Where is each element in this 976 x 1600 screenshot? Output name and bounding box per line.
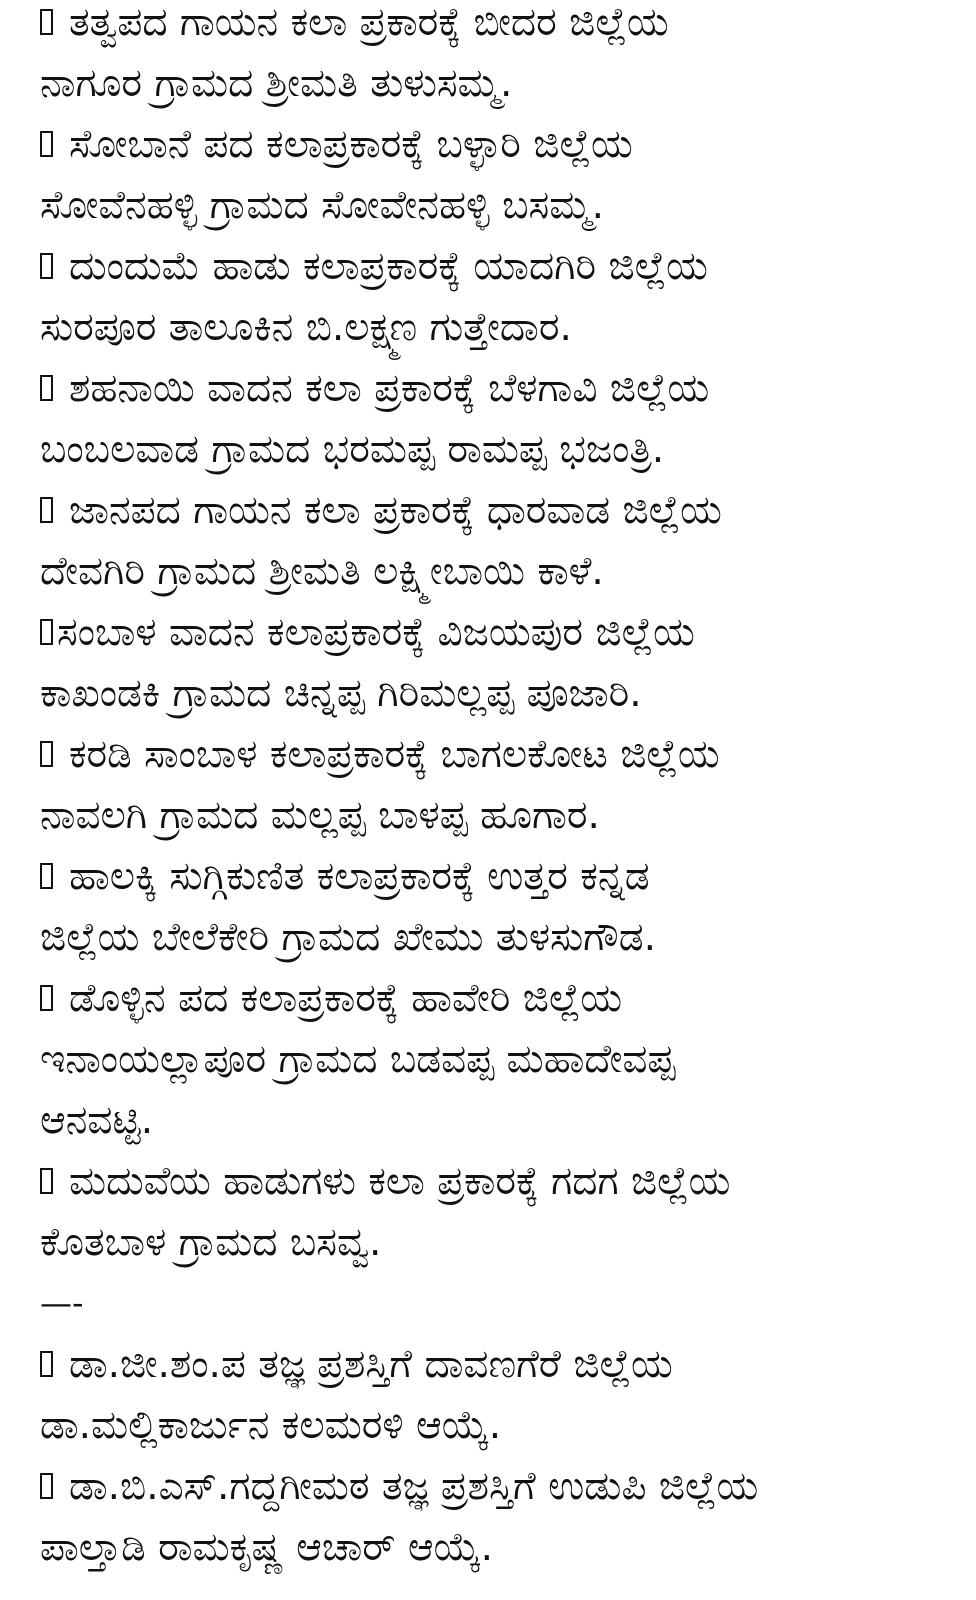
line-text: ಸಂಬಾಳ ವಾದನ ಕಲಾಪ್ರಕಾರಕ್ಕೆ ವಿಜಯಪುರ ಜಿಲ್ಲೆಯ xyxy=(57,610,695,655)
list-item xyxy=(40,1151,960,1212)
list-item xyxy=(40,358,960,419)
list-item-continuation xyxy=(40,785,960,846)
list-item xyxy=(40,0,960,53)
list-item-continuation xyxy=(40,1029,960,1090)
list-item xyxy=(40,846,960,907)
missing-glyph-bullet-icon xyxy=(40,1351,53,1377)
missing-glyph-bullet-icon xyxy=(40,1473,53,1499)
list-item xyxy=(40,114,960,175)
line-text: ಪಾಲ್ತಾಡಿ ರಾಮಕೃಷ್ಣ ಆಚಾರ್ ಆಯ್ಕೆ. xyxy=(40,1525,494,1570)
missing-glyph-bullet-icon xyxy=(40,985,53,1011)
line-text: ನಾಗೂರ ಗ್ರಾಮದ ಶ್ರೀಮತಿ ತುಳುಸಮ್ಮ. xyxy=(40,61,513,106)
missing-glyph-bullet-icon xyxy=(40,253,53,279)
line-text: ನಾವಲಗಿ ಗ್ರಾಮದ ಮಲ್ಲಪ್ಪ ಬಾಳಪ್ಪ ಹೂಗಾರ. xyxy=(40,793,600,838)
document-body xyxy=(40,0,960,1578)
list-item-continuation xyxy=(40,1212,960,1273)
line-text: ಜಿಲ್ಲೆಯ ಬೇಲೆಕೇರಿ ಗ್ರಾಮದ ಖೇಮು ತುಳಸುಗೌಡ. xyxy=(40,915,656,960)
line-text: ಇನಾಂಯಲ್ಲಾಪೂರ ಗ್ರಾಮದ ಬಡವಪ್ಪ ಮಹಾದೇವಪ್ಪ xyxy=(40,1037,676,1082)
list-item xyxy=(40,1334,960,1395)
list-item-continuation xyxy=(40,663,960,724)
line-text: ಕರಡಿ ಸಾಂಬಾಳ ಕಲಾಪ್ರಕಾರಕ್ಕೆ ಬಾಗಲಕೋಟ ಜಿಲ್ಲೆಯ xyxy=(69,732,720,777)
missing-glyph-bullet-icon xyxy=(40,131,53,157)
line-text: ಹಾಲಕ್ಕಿ ಸುಗ್ಗಿಕುಣಿತ ಕಲಾಪ್ರಕಾರಕ್ಕೆ ಉತ್ತರ ಕನ್ನಡ xyxy=(69,854,650,899)
missing-glyph-bullet-icon xyxy=(40,741,53,767)
list-item-continuation xyxy=(40,419,960,480)
line-text: ಸುರಪೂರ ತಾಲೂಕಿನ ಬಿ.ಲಕ್ಷ್ಮಣ ಗುತ್ತೇದಾರ. xyxy=(40,305,572,350)
missing-glyph-bullet-icon xyxy=(40,619,53,645)
missing-glyph-bullet-icon xyxy=(40,9,53,35)
line-text: ತತ್ವಪದ ಗಾಯನ ಕಲಾ ಪ್ರಕಾರಕ್ಕೆ ಬೀದರ ಜಿಲ್ಲೆಯ xyxy=(69,0,669,45)
list-item-continuation xyxy=(40,297,960,358)
list-item-continuation xyxy=(40,1090,960,1151)
list-item xyxy=(40,480,960,541)
line-text: ಸೋಬಾನೆ ಪದ ಕಲಾಪ್ರಕಾರಕ್ಕೆ ಬಳ್ಳಾರಿ ಜಿಲ್ಲೆಯ xyxy=(69,122,633,167)
line-text: ಶಹನಾಯಿ ವಾದನ ಕಲಾ ಪ್ರಕಾರಕ್ಕೆ ಬೆಳಗಾವಿ ಜಿಲ್ಲೆಯ xyxy=(69,366,710,411)
line-text: ಡಾ.ಬಿ.ಎಸ್.ಗದ್ದಗೀಮಠ ತಜ್ಞ ಪ್ರಶಸ್ತಿಗೆ ಉಡುಪಿ ಜಿಲ್ಲೆಯ xyxy=(69,1464,759,1509)
line-text: ಕಾಖಂಡಕಿ ಗ್ರಾಮದ ಚಿನ್ನಪ್ಪ ಗಿರಿಮಲ್ಲಪ್ಪ ಪೂಜಾರಿ. xyxy=(40,671,642,716)
line-text: ಬಂಬಲವಾಡ ಗ್ರಾಮದ ಭರಮಪ್ಪ ರಾಮಪ್ಪ ಭಜಂತ್ರಿ. xyxy=(40,427,665,472)
list-item xyxy=(40,1456,960,1517)
line-text: ಮದುವೆಯ ಹಾಡುಗಳು ಕಲಾ ಪ್ರಕಾರಕ್ಕೆ ಗದಗ ಜಿಲ್ಲೆಯ xyxy=(69,1159,731,1204)
list-item-continuation xyxy=(40,175,960,236)
line-text: ಜಾನಪದ ಗಾಯನ ಕಲಾ ಪ್ರಕಾರಕ್ಕೆ ಧಾರವಾಡ ಜಿಲ್ಲೆಯ xyxy=(69,488,722,533)
list-item-continuation xyxy=(40,907,960,968)
line-text: ಆನವಟ್ಟಿ. xyxy=(40,1098,154,1143)
missing-glyph-bullet-icon xyxy=(40,497,53,523)
line-text: ಡೊಳ್ಳಿನ ಪದ ಕಲಾಪ್ರಕಾರಕ್ಕೆ ಹಾವೇರಿ ಜಿಲ್ಲೆಯ xyxy=(69,976,623,1021)
missing-glyph-bullet-icon xyxy=(40,375,53,401)
missing-glyph-bullet-icon xyxy=(40,863,53,889)
line-text: ಸೋವೆನಹಳ್ಳಿ ಗ್ರಾಮದ ಸೋವೇನಹಳ್ಳಿ ಬಸಮ್ಮ. xyxy=(40,183,604,228)
line-text: ಡಾ.ಮಲ್ಲಿಕಾರ್ಜುನ ಕಲಮರಳಿ ಆಯ್ಕೆ. xyxy=(40,1403,502,1448)
missing-glyph-bullet-icon xyxy=(40,1168,53,1194)
list-item-continuation xyxy=(40,1395,960,1456)
separator-text: —- xyxy=(40,1284,84,1322)
list-item-continuation xyxy=(40,53,960,114)
list-item xyxy=(40,724,960,785)
line-text: ದೇವಗಿರಿ ಗ್ರಾಮದ ಶ್ರೀಮತಿ ಲಕ್ಷ್ಮೀಬಾಯಿ ಕಾಳೆ. xyxy=(40,549,604,594)
list-item-continuation xyxy=(40,1517,960,1578)
line-text: ಕೊತಬಾಳ ಗ್ರಾಮದ ಬಸವ್ವ. xyxy=(40,1220,382,1265)
list-item xyxy=(40,602,960,663)
list-item xyxy=(40,968,960,1029)
line-text: ಡಾ.ಜೀ.ಶಂ.ಪ ತಜ್ಞ ಪ್ರಶಸ್ತಿಗೆ ದಾವಣಗೆರೆ ಜಿಲ್ಲೆಯ xyxy=(69,1342,673,1387)
line-text: ದುಂದುಮೆ ಹಾಡು ಕಲಾಪ್ರಕಾರಕ್ಕೆ ಯಾದಗಿರಿ ಜಿಲ್ಲೆಯ xyxy=(69,244,708,289)
section-separator xyxy=(40,1273,960,1334)
list-item xyxy=(40,236,960,297)
list-item-continuation xyxy=(40,541,960,602)
